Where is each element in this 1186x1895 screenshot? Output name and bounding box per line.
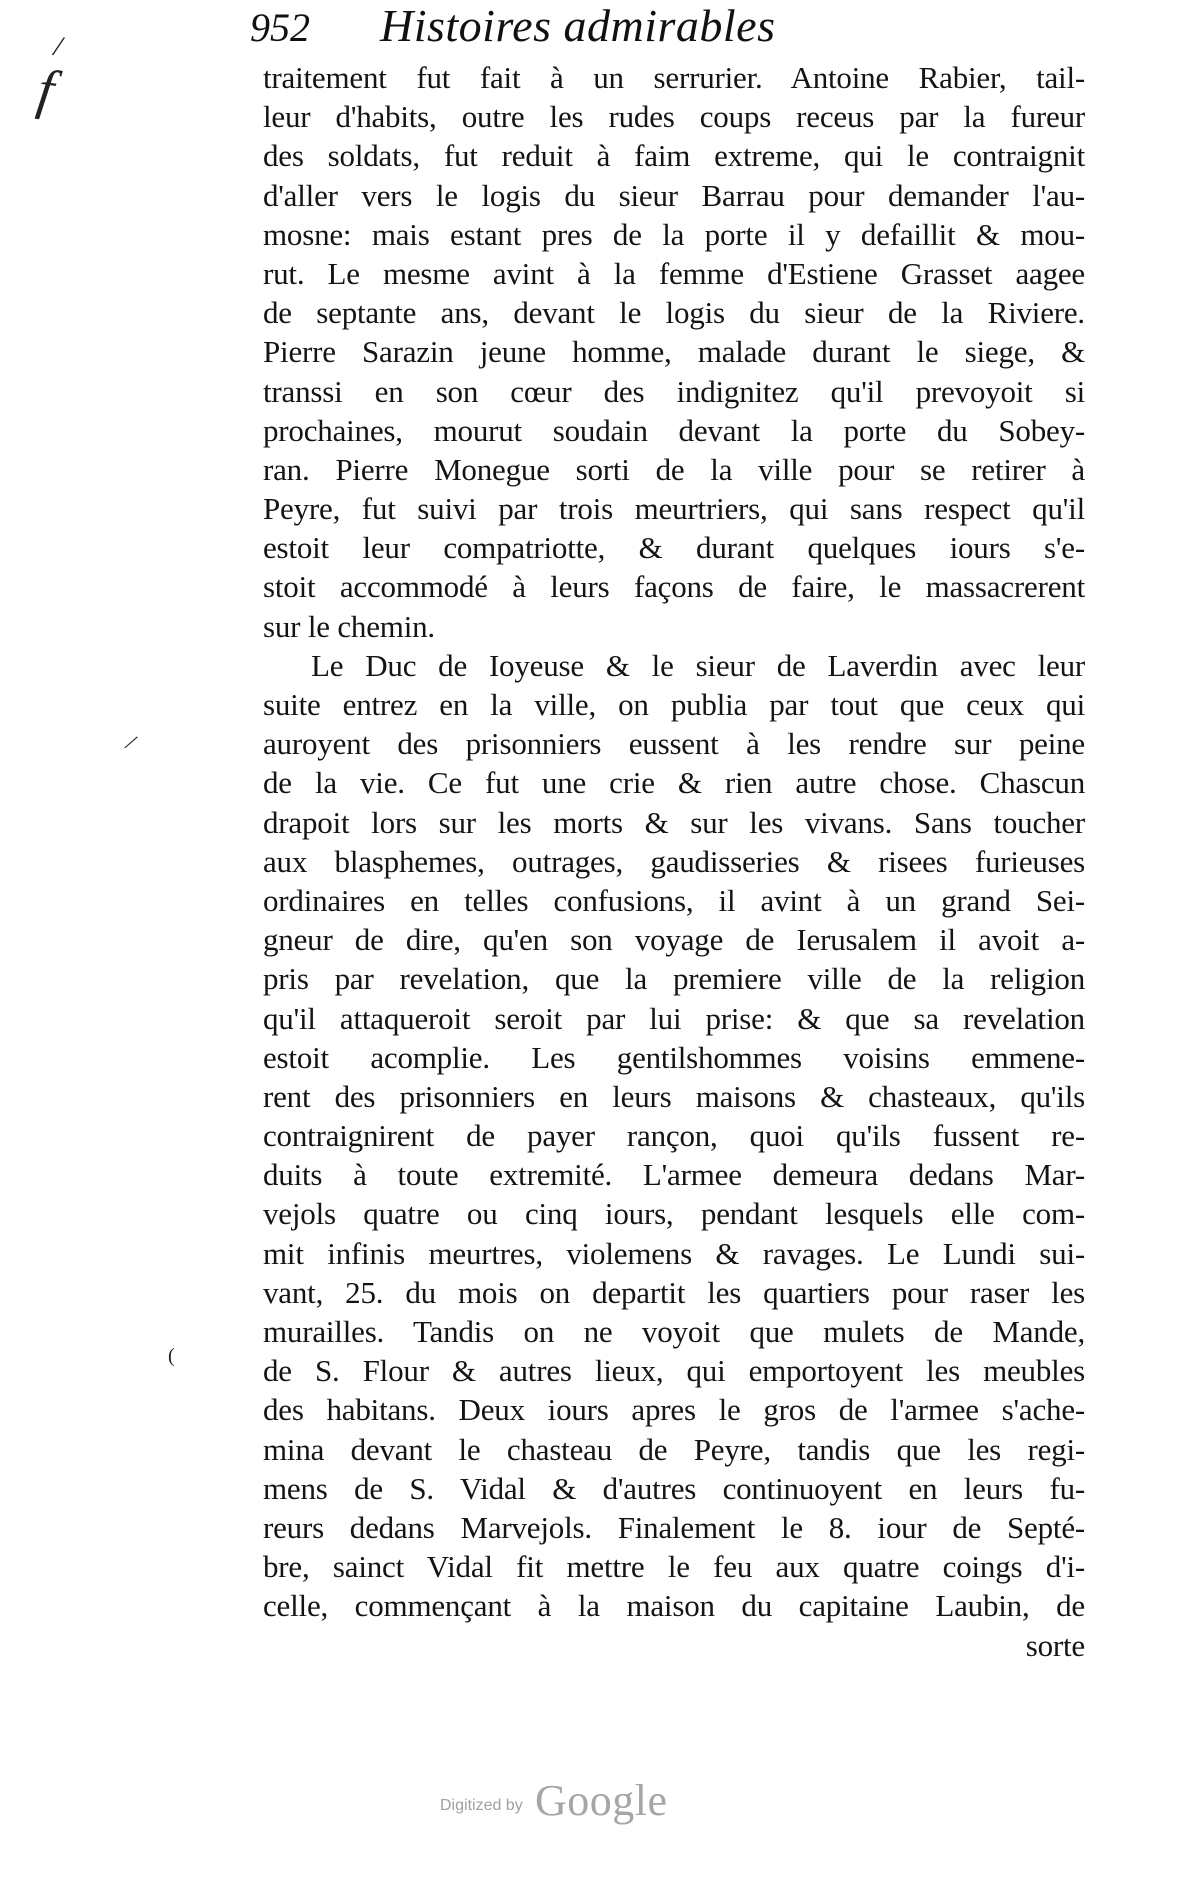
text-line: prochaines, mourut soudain devant la porte du Sobey- [263, 412, 1085, 448]
text-line: suite entrez en la ville, on publia par tout que ceux qui [263, 687, 1085, 722]
text-line: de la vie. Ce fut une crie & rien autre chose. Chascun [263, 765, 1085, 801]
paragraph-start-line: Le Duc de Ioyeuse & le sieur de Laverdin avec leur [311, 647, 1085, 683]
text-line: transsi en son cœur des indignitez qu'il prevoyoit si [263, 373, 1085, 409]
text-line: Peyre, fut suivi par trois meurtriers, qui sans respect qu'il [263, 491, 1085, 527]
text-line: traitement fut fait à un serrurier. Antoine Rabier, tail- [263, 60, 1085, 95]
text-line: mosne: mais estant pres de la porte il y defaillit & mou- [263, 216, 1085, 252]
text-line: leur d'habits, outre les rudes coups receus par la fureur [263, 99, 1085, 135]
text-line: qu'il attaqueroit seroit par lui prise: & que sa revelation [263, 1000, 1085, 1036]
running-title: Histoires admirables [380, 0, 776, 51]
text-line: de septante ans, devant le logis du sieur de la Riviere. [263, 295, 1085, 331]
text-line: auroyent des prisonniers eussent à les rendre sur peine [263, 726, 1085, 762]
margin-mark: f [33, 58, 58, 122]
text-line: mens de S. Vidal & d'autres continuoyent en leurs fu- [263, 1470, 1085, 1506]
text-line: murailles. Tandis on ne voyoit que mulets de Mande, [263, 1314, 1085, 1349]
text-line: rent des prisonniers en leurs maisons & chasteaux, qu'ils [263, 1078, 1085, 1114]
text-line: estoit leur compatriotte, & durant quelques iours s'e- [263, 530, 1085, 566]
margin-mark: / [50, 29, 67, 64]
text-line: gneur de dire, qu'en son voyage de Ierusalem il avoit a- [263, 922, 1085, 958]
digitized-by-label: Digitized by [440, 1797, 523, 1814]
body-text [263, 58, 1085, 1665]
text-line: vejols quatre ou cinq iours, pendant lesquels elle com- [263, 1196, 1085, 1232]
text-line: pris par revelation, que la premiere ville de la religion [263, 961, 1085, 997]
margin-mark: / [121, 730, 140, 756]
google-logo: Google [535, 1776, 668, 1825]
margin-mark: ( [168, 1345, 175, 1367]
page-header [250, 0, 1090, 56]
text-line: reurs dedans Marvejols. Finalement le 8. iour de Septé- [263, 1509, 1085, 1545]
text-line: d'aller vers le logis du sieur Barrau pour demander l'au- [263, 177, 1085, 213]
text-line: bre, sainct Vidal fit mettre le feu aux quatre coings d'i- [263, 1549, 1085, 1585]
text-line: estoit acomplie. Les gentilshommes voisins emmene- [263, 1039, 1085, 1075]
text-line: mit infinis meurtres, violemens & ravages. Le Lundi sui- [263, 1235, 1085, 1271]
page-number: 952 [250, 5, 310, 50]
text-line: des soldats, fut reduit à faim extreme, qui le contraignit [263, 138, 1085, 174]
text-line: des habitans. Deux iours apres le gros de l'armee s'ache- [263, 1392, 1085, 1428]
text-line: rut. Le mesme avint à la femme d'Estiene Grasset aagee [263, 255, 1085, 291]
text-line: stoit accommodé à leurs façons de faire, le massacrerent [263, 569, 1085, 605]
text-line: ordinaires en telles confusions, il avint à un grand Sei- [263, 882, 1085, 918]
text-line: contraignirent de payer rançon, quoi qu'ils fussent re- [263, 1118, 1085, 1154]
text-line: de S. Flour & autres lieux, qui emportoyent les meubles [263, 1353, 1085, 1389]
text-line: ran. Pierre Monegue sorti de la ville pour se retirer à [263, 451, 1085, 487]
text-line: aux blasphemes, outrages, gaudisseries & risees furieuses [263, 843, 1085, 879]
text-line: vant, 25. du mois on departit les quartiers pour raser les [263, 1274, 1085, 1310]
catchword: sorte [1025, 1627, 1085, 1663]
text-line: drapoit lors sur les morts & sur les vivans. Sans toucher [263, 804, 1085, 840]
text-line: duits à toute extremité. L'armee demeura dedans Mar- [263, 1157, 1085, 1193]
text-line: celle, commençant à la maison du capitaine Laubin, de [263, 1588, 1085, 1624]
text-line: mina devant le chasteau de Peyre, tandis que les regi- [263, 1431, 1085, 1467]
text-line: Pierre Sarazin jeune homme, malade durant le siege, & [263, 334, 1085, 370]
digitization-credit [440, 1775, 740, 1825]
text-line: sur le chemin. [263, 608, 435, 644]
